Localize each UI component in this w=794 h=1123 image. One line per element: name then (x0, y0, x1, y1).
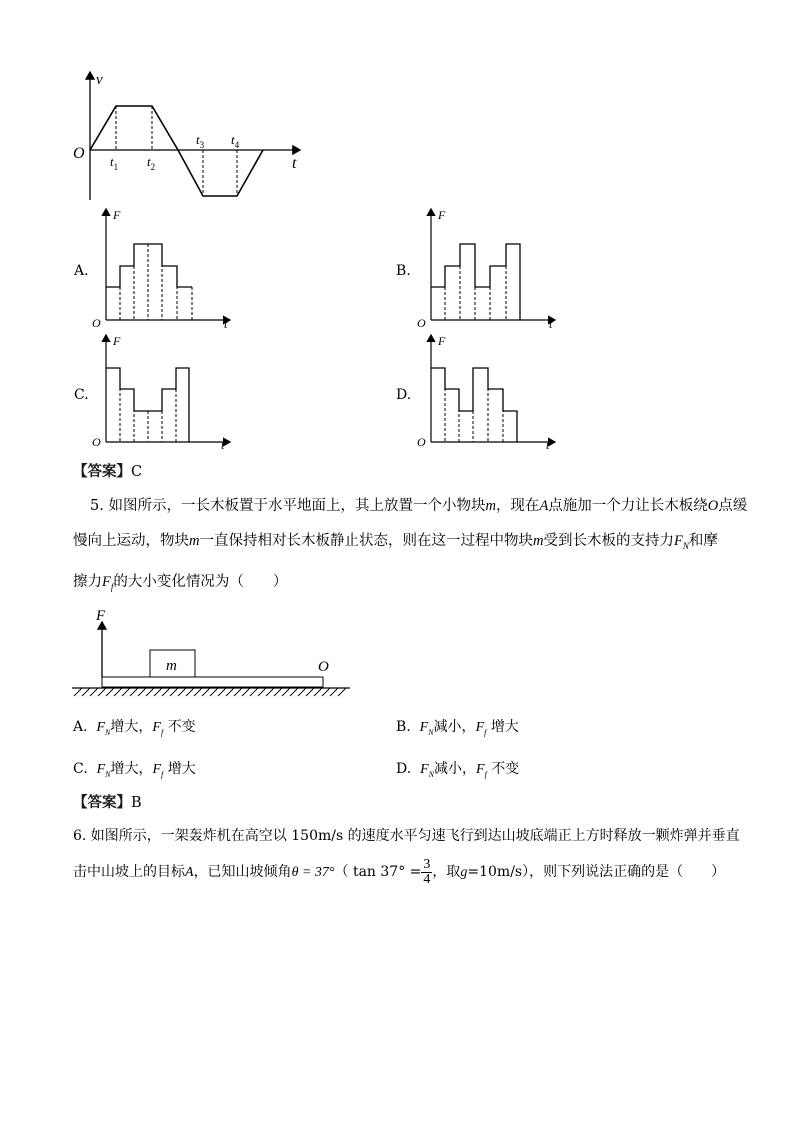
q6-line-1: 6. 如图所示，一架轰炸机在高空以 150m/s 的速度水平匀速飞行到达山坡底端正上方时释放一颗炸弹并垂直 (73, 828, 740, 844)
t2-label: $t_2$ (147, 154, 156, 172)
option-d-graph (413, 329, 563, 459)
option-a-graph (88, 203, 238, 333)
q5-option-b[interactable]: B. $F_N$减小，$F_f$ 增大 (396, 719, 519, 737)
origin-label: O (73, 145, 85, 162)
svg-text:O: O (417, 435, 426, 449)
svg-text:t: t (546, 438, 550, 452)
svg-text:O: O (417, 316, 426, 330)
svg-text:F: F (113, 334, 121, 348)
q5-answer: 【答案】B (73, 794, 142, 811)
t1-label: $t_1$ (110, 154, 119, 172)
svg-text:t: t (224, 317, 228, 331)
svg-text:O: O (92, 435, 101, 449)
svg-text:F: F (113, 208, 121, 222)
q4-answer: 【答案】C (73, 463, 143, 480)
t-axis-label: t (292, 155, 297, 172)
t3-label: $t_3$ (196, 132, 205, 150)
velocity-time-graph (60, 60, 320, 210)
option-d-label[interactable]: D. (396, 387, 412, 403)
force-label: F (96, 608, 106, 624)
svg-text:t: t (221, 438, 225, 452)
option-b-graph (413, 203, 563, 333)
q5-option-d[interactable]: D. $F_N$减小，$F_f$ 不变 (396, 761, 520, 779)
q6-line-2: 击中山坡上的目标A，已知山坡倾角θ = 37°（ tan 37° = $\frac{3}{4}$ ，取g=10m/s），则下列说法正确的是（ ） (73, 856, 726, 887)
option-a-label[interactable]: A. (74, 263, 89, 279)
tan-fraction: $\frac{3}{4}$ (423, 856, 431, 887)
svg-text:t: t (549, 317, 553, 331)
option-c-label[interactable]: C. (74, 387, 89, 403)
option-b-label[interactable]: B. (396, 263, 411, 279)
t4-label: $t_4$ (231, 132, 240, 150)
q5-line-3: 擦力$F_f$的大小变化情况为（ ） (73, 574, 288, 592)
long-board (102, 677, 323, 687)
svg-text:O: O (92, 316, 101, 330)
q5-option-a[interactable]: A. $F_N$增大，$F_f$ 不变 (73, 719, 196, 737)
svg-text:F: F (438, 208, 446, 222)
q5-line-1: 5. 如图所示，一长木板置于水平地面上，其上放置一个小物块m，现在A点施加一个力让长木板绕O点缓 (90, 498, 748, 514)
pivot-label: O (318, 659, 329, 675)
v-axis-label: v (96, 72, 103, 88)
q5-line-2: 慢向上运动，物块m一直保持相对长木板静止状态，则在这一过程中物块m受到长木板的支持力$F_N$和摩 (73, 533, 718, 551)
q5-option-c[interactable]: C. $F_N$增大，$F_f$ 增大 (73, 761, 196, 779)
block-label: m (166, 658, 177, 674)
option-c-graph (88, 329, 238, 459)
svg-text:F: F (438, 334, 446, 348)
board-figure (68, 604, 358, 704)
